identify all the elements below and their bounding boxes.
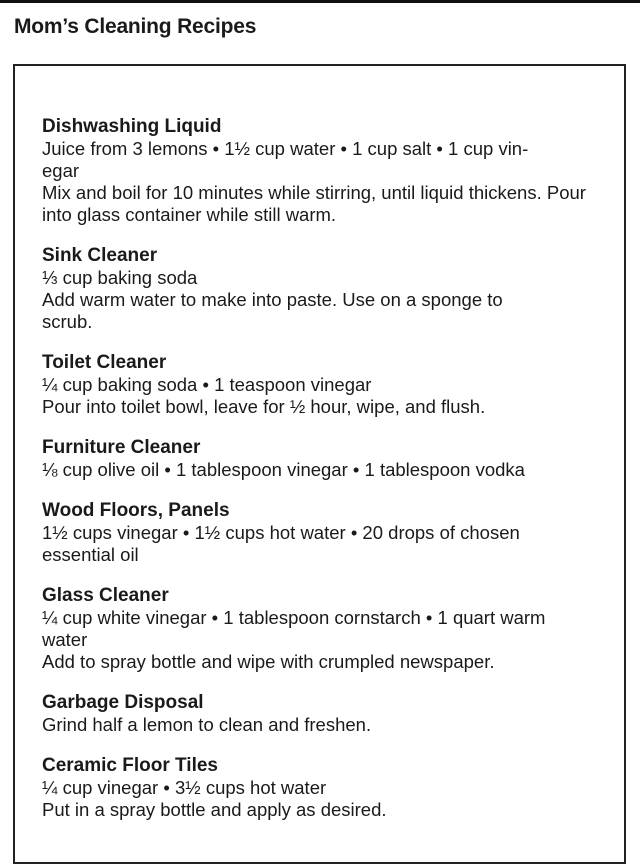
recipe-name: Garbage Disposal — [42, 692, 204, 713]
recipe-line: Pour into toilet bowl, leave for ½ hour, wipe, and flush. — [42, 396, 486, 417]
top-rule — [0, 0, 640, 3]
recipe-line: Add warm water to make into paste. Use on a sponge to — [42, 289, 503, 310]
recipe-line: scrub. — [42, 311, 93, 332]
recipe-garbage-disposal — [42, 692, 602, 736]
recipe-line: ⅓ cup baking soda — [42, 267, 198, 288]
recipe-sink-cleaner — [42, 245, 602, 333]
recipe-name: Sink Cleaner — [42, 245, 158, 266]
recipe-line: Juice from 3 lemons • 1½ cup water • 1 cup salt • 1 cup vin- — [42, 138, 529, 159]
recipe-furniture-cleaner — [42, 437, 602, 481]
recipe-dishwashing-liquid — [42, 116, 602, 226]
recipe-wood-floors-panels — [42, 500, 602, 566]
recipe-line: Put in a spray bottle and apply as desired. — [42, 799, 387, 820]
recipe-line: essential oil — [42, 544, 139, 565]
page-title: Mom’s Cleaning Recipes — [14, 15, 257, 38]
recipe-glass-cleaner — [42, 585, 602, 673]
recipe-line: ⅛ cup olive oil • 1 tablespoon vinegar • 1 tablespoon vodka — [42, 459, 525, 480]
recipe-name: Wood Floors, Panels — [42, 500, 230, 521]
recipe-name: Ceramic Floor Tiles — [42, 755, 218, 776]
recipe-line: water — [42, 629, 88, 650]
recipe-toilet-cleaner — [42, 352, 602, 418]
recipe-line: Mix and boil for 10 minutes while stirring, until liquid thickens. Pour — [42, 182, 586, 203]
recipe-name: Furniture Cleaner — [42, 437, 201, 458]
recipe-line: ¼ cup white vinegar • 1 tablespoon cornstarch • 1 quart warm — [42, 607, 546, 628]
recipe-list — [42, 116, 602, 840]
recipe-ceramic-floor-tiles — [42, 755, 602, 821]
recipe-name: Glass Cleaner — [42, 585, 169, 606]
recipe-line: Add to spray bottle and wipe with crumpled newspaper. — [42, 651, 495, 672]
recipe-line: into glass container while still warm. — [42, 204, 337, 225]
recipe-line: Grind half a lemon to clean and freshen. — [42, 714, 372, 735]
recipe-line: 1½ cups vinegar • 1½ cups hot water • 20 drops of chosen — [42, 522, 520, 543]
recipe-line: ¼ cup vinegar • 3½ cups hot water — [42, 777, 327, 798]
recipe-name: Toilet Cleaner — [42, 352, 167, 373]
recipe-line: ¼ cup baking soda • 1 teaspoon vinegar — [42, 374, 372, 395]
recipe-line: egar — [42, 160, 80, 181]
recipe-name: Dishwashing Liquid — [42, 116, 222, 137]
recipe-box — [13, 64, 626, 864]
